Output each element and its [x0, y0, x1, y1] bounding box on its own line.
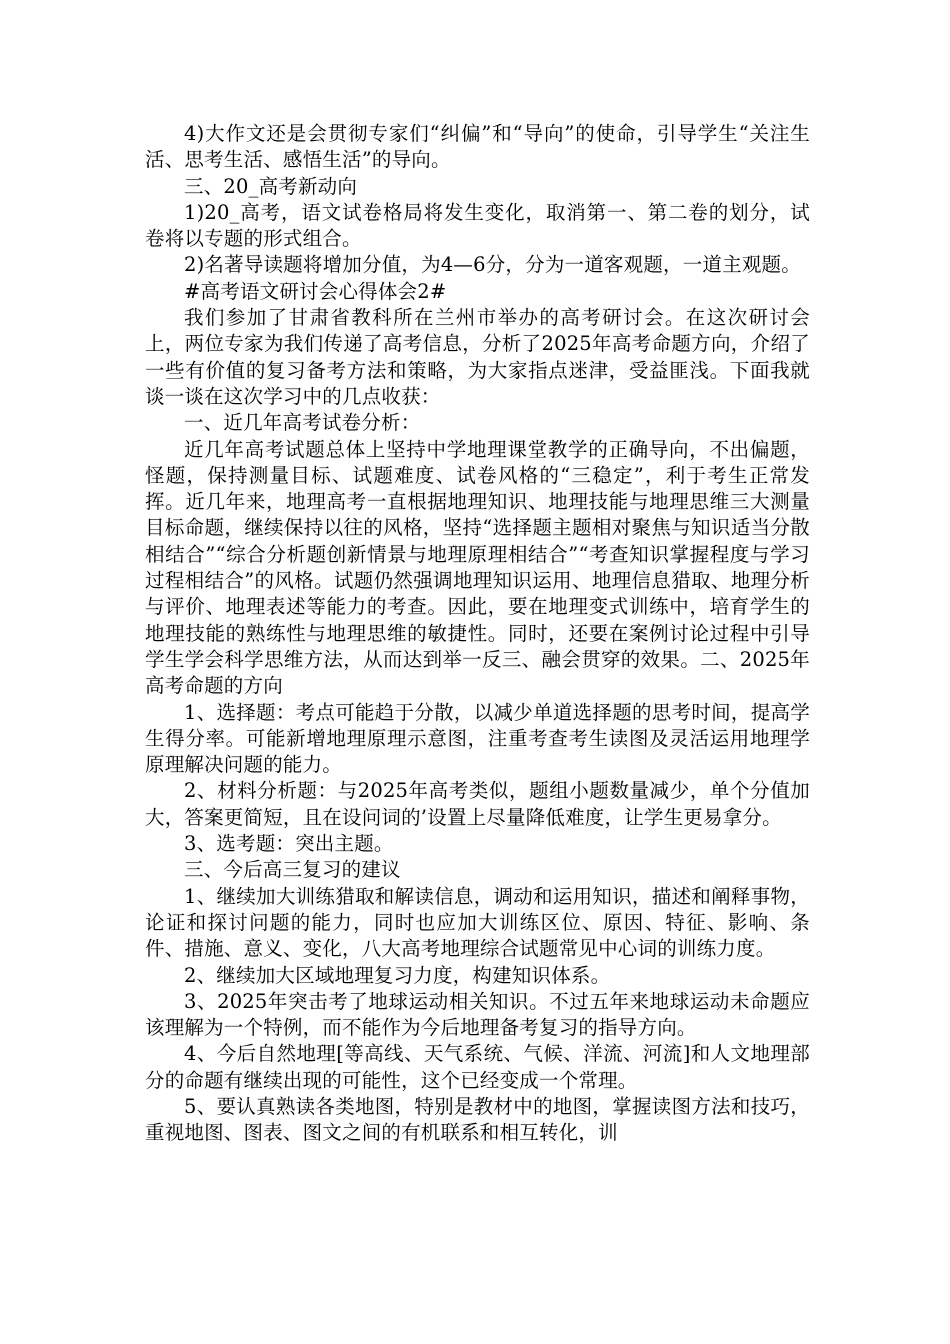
paragraph-suggestion-5: 5、要认真熟读各类地图，特别是教材中的地图，掌握读图方法和技巧，重视地图、图表、图文之间的有机联系和相互转化，训 — [145, 1094, 810, 1145]
heading-review-suggestions: 三、今后高三复习的建议 — [184, 858, 401, 882]
paragraph-suggestion-4: 4、今后自然地理[等高线、天气系统、气候、洋流、河流]和人文地理部分的命题有继续出现的可能性，这个已经变成一个常理。 — [145, 1042, 810, 1092]
paragraph-material-analysis: 2、材料分析题：与2025年高考类似，题组小题数量减少，单个分值加大，答案更简短，且在设问词的’设置上尽量降低难度，让学生更易拿分。 — [145, 779, 810, 829]
paragraph-suggestion-3: 3、2025年突击考了地球运动相关知识。不过五年来地球运动未命题应该理解为一个特例，而不能作为今后地理备考复习的指导方向。 — [145, 989, 810, 1040]
paragraph-exam-structure: 1)20_高考，语文试卷格局将发生变化，取消第一、第二卷的划分，试卷将以专题的形式组合。 — [145, 200, 810, 251]
paragraph-multiple-choice: 1、选择题：考点可能趋于分散，以减少单道选择题的思考时间，提高学生得分率。可能新增地理原理示意图，注重考查考生读图及灵活运用地理学原理解决问题的能力。 — [145, 700, 810, 777]
paragraph-exam-analysis: 近几年高考试题总体上坚持中学地理课堂教学的正确导向，不出偏题，怪题，保持测量目标、试题难度、试卷风格的“三稳定”，利于考生正常发挥。近几年来，地理高考一直根据地理知识、地理技能与地理思维三大测量目标命题，继续保持以往的风格，坚持“选择题主题相对聚焦与知识适当分散相结合”“综合分析题创新情景与地理原理相结合”“考查知识掌握程度与学习过程相结合”的风格。试题仍然强调地理知识运用、地理信息猎取、地理分析与评价、地理表述等能力的考查。因此，要在地理变式训练中，培育学生的地理技能的熟练性与地理思维的敏捷性。同时，还要在案例讨论过程中引导学生学会科学思维方法，从而达到举一反三、融会贯穿的效果。二、2025年高考命题的方向 — [145, 437, 810, 698]
paragraph-elective: 3、选考题：突出主题。 — [184, 832, 394, 856]
paragraph-seminar-intro: 我们参加了甘肃省教科所在兰州市举办的高考研讨会。在这次研讨会上，两位专家为我们传递了高考信息，分析了2025年高考命题方向，介绍了一些有价值的复习备考方法和策略，为大家指点迷津，受益匪浅。下面我就谈一谈在这次学习中的几点收获： — [145, 306, 810, 408]
heading-seminar-2: #高考语文研讨会心得体会2# — [184, 279, 447, 303]
heading-exam-analysis: 一、近几年高考试卷分析： — [184, 411, 421, 435]
paragraph-suggestion-1: 1、继续加大训练猎取和解读信息，调动和运用知识，描述和阐释事物，论证和探讨问题的能力，同时也应加大训练区位、原因、特征、影响、条件、措施、意义、变化，八大高考地理综合试题常见中心词的训练力度。 — [145, 884, 810, 961]
paragraph-essay-guidance: 4)大作文还是会贯彻专家们“纠偏”和“导向”的使命，引导学生“关注生活、思考生活、感悟生活”的导向。 — [145, 122, 810, 172]
heading-new-trends: 三、20_高考新动向 — [184, 174, 358, 198]
paragraph-suggestion-2: 2、继续加大区域地理复习力度，构建知识体系。 — [184, 963, 611, 987]
document-page — [145, 121, 810, 1147]
paragraph-classics-reading: 2)名著导读题将增加分值，为4—6分，分为一道客观题，一道主观题。 — [184, 253, 801, 277]
